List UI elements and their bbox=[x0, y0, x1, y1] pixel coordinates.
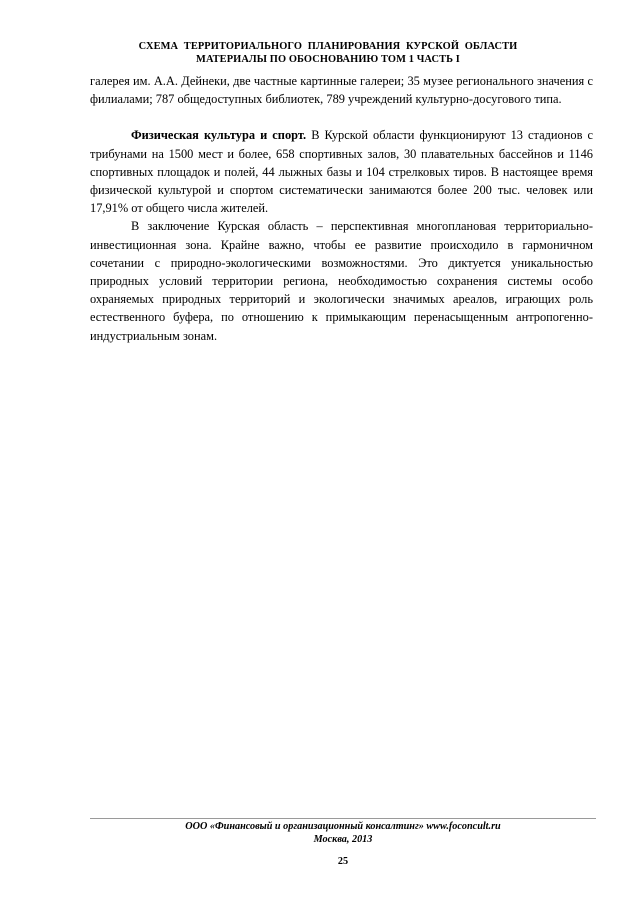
header-subtitle: МАТЕРИАЛЫ ПО ОБОСНОВАНИЮ ТОМ 1 ЧАСТЬ I bbox=[196, 54, 460, 65]
document-header bbox=[90, 40, 566, 66]
page-number: 25 bbox=[337, 856, 349, 867]
body-paragraph-1: галерея им. А.А. Дейнеки, две частные картинные галереи; 35 музее регионального значения с филиалами; 787 общедоступных библиотек, 789 учреждений культурно-досугового типа. bbox=[90, 74, 593, 107]
body-paragraph-2-text: В Курской области функционируют 13 стадионов с трибунами на 1500 мест и более, 658 спортивных залов, 30 плавательных бассейнов и 1146 спортивных площадок и полей, 44 лыжных базы и 104 стрелковых тиров. В настоящее время физической культурой и спортом систематически занимаются более 200 тыс. человек или 17,91% от общего числа жителей. bbox=[90, 128, 593, 216]
header-title: СХЕМА ТЕРРИТОРИАЛЬНОГО ПЛАНИРОВАНИЯ КУРСКОЙ ОБЛАСТИ bbox=[138, 41, 518, 52]
body-paragraph-3: В заключение Курская область – перспективная многоплановая территориально-инвестиционная зона. Крайне важно, чтобы ее развитие происходило в гармоничном сочетании с природно-экологическими возможностями. Это диктуется уникальностью природных условий территории региона, необходимостью сохранения системы особо охраняемых природных территорий и экологически значимых ареалов, играющих роль естественного буфера, по отношению к примыкающим перенасыщенным антропогенно-индустриальным зонам. bbox=[90, 219, 593, 343]
body-paragraph-2 bbox=[90, 126, 593, 217]
document-body bbox=[90, 72, 593, 345]
footer-city-year: Москва, 2013 bbox=[313, 834, 373, 845]
footer-divider bbox=[90, 818, 596, 819]
footer-company: ООО «Финансовый и организационный консалтинг» www.foconcult.ru bbox=[185, 821, 501, 832]
document-footer bbox=[90, 820, 596, 846]
section-heading-sport: Физическая культура и спорт. bbox=[131, 128, 307, 143]
